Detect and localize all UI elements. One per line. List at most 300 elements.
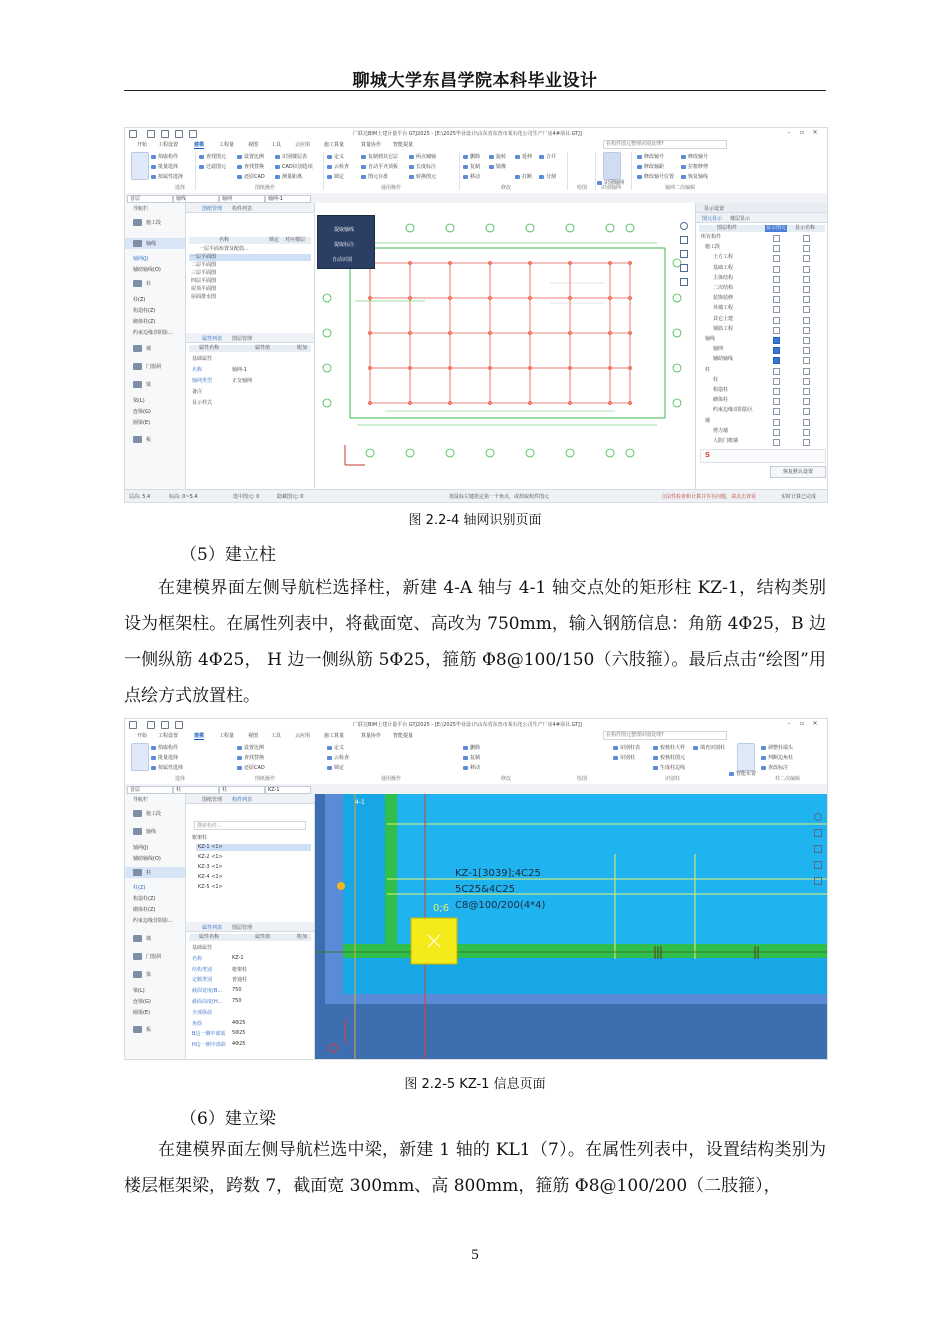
recognize-axis-popup <box>317 215 375 269</box>
prop-axis-type-key: 轴网类型 <box>192 378 213 384</box>
show-name-checkbox[interactable] <box>803 419 810 426</box>
modify-axis-position-button[interactable]: 修改轴号位置 <box>637 173 674 180</box>
prop-value[interactable]: 框架柱 <box>232 966 248 973</box>
status-warning[interactable]: 合法性检查和计算并存在问题，请点击查看 <box>661 494 757 500</box>
nav-wall[interactable]: 墙 <box>133 345 151 352</box>
select-tool-button[interactable] <box>131 152 149 180</box>
show-name-checkbox[interactable] <box>803 327 810 334</box>
show-name-checkbox[interactable] <box>803 408 810 415</box>
display-setting-row[interactable] <box>699 377 825 384</box>
window-title: 广联达BIM土建计量平台 GTJ2025 - [E:\2025毕业设计\山东省东营市某石化公司生产厂房4#项目.GTJ] <box>353 131 582 137</box>
recognize-axis-label: 识别轴网 <box>597 179 624 186</box>
delete-button[interactable]: 删除 <box>463 744 480 751</box>
menu-tools[interactable]: 工具 <box>271 142 282 148</box>
grid-node <box>449 402 452 405</box>
set-scale-button[interactable]: 设置比例 <box>237 744 264 751</box>
undo-icon[interactable] <box>189 130 197 138</box>
recognize-column-table-button[interactable]: 识别柱表 <box>613 744 640 751</box>
restore-default-label: 恢复默认设置 <box>782 469 813 475</box>
component-item[interactable]: KZ-1 <1> <box>196 844 311 851</box>
show-element-checkbox[interactable] <box>773 266 780 273</box>
modify-axis-distance-button[interactable]: 修改轴距 <box>637 163 664 170</box>
section6-text: 在建模界面左侧导航栏选中梁，新建 1 轴的 KL1（7）。在属性列表中，设置结构类别为楼层框架梁，跨数 7，截面宽 300mm、高 800mm，箍筋 Φ8@100/200（二肢箍）， <box>124 1140 826 1196</box>
nav-construction-stage[interactable]: 施工段 <box>133 810 161 817</box>
pan-icon[interactable] <box>814 845 822 853</box>
layer-icon[interactable] <box>680 264 688 272</box>
show-element-checkbox[interactable] <box>773 255 780 262</box>
menu-collab[interactable]: 算量协作 <box>361 733 382 739</box>
pick-component-button[interactable]: 拾取构件 <box>151 153 178 160</box>
fullscreen-icon[interactable] <box>680 278 688 286</box>
find-replace-button[interactable]: 查找替换 <box>237 163 264 170</box>
new-file-icon[interactable] <box>147 721 155 729</box>
zoom-icon[interactable] <box>814 829 822 837</box>
filter-element-button[interactable]: 过滤图元 <box>199 163 226 170</box>
grid-node <box>489 402 492 405</box>
lock-button[interactable]: 锁定 <box>327 173 344 180</box>
component-select[interactable]: KZ-1 <box>265 786 311 794</box>
check-column-detail-button[interactable]: 校核柱大样 <box>653 744 685 751</box>
two-point-axis-button[interactable]: 两点辅轴 <box>409 153 436 160</box>
tab-floor-display[interactable]: 楼层显示 <box>730 216 751 222</box>
tab-component-list[interactable]: 构件列表 <box>232 206 253 212</box>
copy-to-floor-button[interactable]: 复制到其它层 <box>361 153 398 160</box>
show-name-checkbox[interactable] <box>803 337 810 344</box>
show-element-checkbox[interactable] <box>773 286 780 293</box>
adjust-column-end-button[interactable]: 调整柱端头 <box>761 744 793 751</box>
display-setting-row[interactable] <box>699 428 825 435</box>
batch-select-button[interactable]: 批量选择 <box>151 163 178 170</box>
type-select[interactable]: 柱 <box>219 786 265 794</box>
nav-ring-beam[interactable]: 圈梁(E) <box>133 420 151 426</box>
floor-select[interactable]: 首层 <box>127 195 173 203</box>
show-name-checkbox[interactable] <box>803 357 810 364</box>
category-select[interactable]: 轴线 <box>173 195 219 203</box>
display-setting-row[interactable] <box>699 275 825 282</box>
help-search-input[interactable]: 在构件图元整理识别处理? <box>603 140 727 149</box>
show-element-checkbox[interactable] <box>773 296 780 303</box>
nav-wall[interactable]: 墙 <box>133 935 151 942</box>
nav-axis-grid[interactable]: 轴网(J) <box>133 845 149 851</box>
display-setting-row[interactable] <box>699 265 825 272</box>
show-element-checkbox[interactable] <box>773 357 780 364</box>
column-label-line1: KZ-1[3039];4C25 <box>455 868 541 879</box>
prop-key: 定额类别 <box>192 977 213 984</box>
display-setting-row[interactable] <box>699 234 825 241</box>
display-setting-row[interactable] <box>699 285 825 292</box>
display-setting-row[interactable] <box>699 346 825 353</box>
category-select[interactable]: 柱 <box>173 786 219 794</box>
display-setting-row[interactable] <box>699 438 825 445</box>
restore-cad-button[interactable]: 还原CAD <box>237 173 265 180</box>
display-setting-label: 二次结构 <box>713 285 734 291</box>
menu-smart[interactable]: 智能提量 <box>393 733 414 739</box>
recognize-column-button[interactable]: 识别柱 <box>613 754 635 761</box>
extract-label-button[interactable]: 提取标注 <box>334 242 355 248</box>
nav-coupling-beam[interactable]: 连梁(G) <box>133 999 151 1005</box>
display-setting-label: 柱 <box>713 376 719 383</box>
grid-node <box>369 332 372 335</box>
show-name-checkbox[interactable] <box>803 266 810 273</box>
show-element-checkbox[interactable] <box>773 317 780 324</box>
generate-column-edge-button[interactable]: 生成柱边线 <box>653 764 685 771</box>
pan-icon[interactable] <box>680 250 688 258</box>
nav-door-window[interactable]: 门窗洞 <box>133 363 161 370</box>
component-group-frame-column[interactable]: 框架柱 <box>192 835 208 841</box>
tab-element-display[interactable]: 图元显示 <box>702 216 723 222</box>
select-by-attr-button[interactable]: 按属性选择 <box>151 173 183 180</box>
minimize-icon[interactable]: – <box>787 720 791 727</box>
display-setting-row[interactable] <box>699 326 825 333</box>
nav-title: 导航栏 <box>133 206 149 212</box>
section6-paragraph <box>124 1132 826 1204</box>
show-element-checkbox[interactable] <box>773 327 780 334</box>
nav-column-group[interactable]: 柱 <box>133 280 151 287</box>
drawing-row[interactable]: 四层平面图 <box>191 278 217 284</box>
display-setting-row[interactable] <box>699 305 825 312</box>
nav-axis[interactable]: 轴线 <box>133 240 156 247</box>
new-file-icon[interactable] <box>147 130 155 138</box>
open-file-icon[interactable] <box>161 721 169 729</box>
display-setting-label: 轴线 <box>705 336 716 342</box>
ribbon-group-common: 通用操作 <box>381 776 402 782</box>
length-dim-button[interactable]: 长度标注 <box>409 163 436 170</box>
menu-project-settings[interactable]: 工程设置 <box>158 733 179 739</box>
menu-quantity[interactable]: 工程量 <box>219 733 235 739</box>
fill-recognize-column-button[interactable]: 填充识别柱 <box>693 744 725 751</box>
ribbon-separator <box>195 152 196 190</box>
nav-axis[interactable]: 轴线 <box>133 828 156 835</box>
menu-start[interactable]: 开始 <box>137 733 148 739</box>
check-label-button[interactable]: 查改标注 <box>761 764 788 771</box>
col-name: 名称 <box>219 237 230 243</box>
show-element-checkbox[interactable] <box>773 378 780 385</box>
menu-tools[interactable]: 工具 <box>271 733 282 739</box>
tab-drawing-manager[interactable]: 图纸管理 <box>202 797 223 803</box>
drawing-table-header <box>189 237 311 244</box>
mirror-button[interactable]: 镜像 <box>489 163 506 170</box>
display-setting-row[interactable] <box>699 356 825 363</box>
show-name-checkbox[interactable] <box>803 255 810 262</box>
show-name-checkbox[interactable] <box>803 317 810 324</box>
show-name-checkbox[interactable] <box>803 276 810 283</box>
display-setting-label: 装饰装修 <box>713 295 734 302</box>
help-search-input[interactable]: 在构件图元整理识别处理? <box>603 731 727 740</box>
drawing-row[interactable]: 屋顶平面图 <box>191 286 217 292</box>
define-button[interactable]: 定义 <box>327 744 344 751</box>
show-element-checkbox[interactable] <box>773 235 780 242</box>
auto-recognize-button[interactable]: 自动识别 <box>332 257 353 263</box>
nav-axis-grid[interactable]: 轴网(J) <box>133 256 149 262</box>
show-element-checkbox[interactable] <box>773 429 780 436</box>
grid-node <box>569 367 572 370</box>
copy-button[interactable]: 复制 <box>463 754 480 761</box>
show-name-checkbox[interactable] <box>803 368 810 375</box>
judge-edge-column-button[interactable]: 判断边角柱 <box>761 754 793 761</box>
menu-collab[interactable]: 算量协作 <box>361 142 382 148</box>
nav-beam[interactable]: 梁(L) <box>133 398 145 404</box>
menu-project-settings[interactable]: 工程设置 <box>158 142 179 148</box>
pick-component-button[interactable]: 拾取构件 <box>151 744 178 751</box>
nav-aux-axis[interactable]: 辅助轴线(O) <box>133 856 161 862</box>
prop-value[interactable]: KZ-1 <box>232 954 244 961</box>
grid-node <box>369 367 372 370</box>
open-file-icon[interactable] <box>161 130 169 138</box>
show-element-checkbox[interactable] <box>773 398 780 405</box>
show-element-checkbox[interactable] <box>773 276 780 283</box>
ribbon-separator <box>595 152 596 190</box>
nav-edge-constraint[interactable]: 约束边缘非阴影... <box>133 330 173 336</box>
show-name-checkbox[interactable] <box>803 296 810 303</box>
col-lock: 锁定 <box>269 237 280 243</box>
menu-quantity[interactable]: 工程量 <box>219 142 235 148</box>
restore-cad-button[interactable]: 还原CAD <box>237 764 265 771</box>
view-toolbar <box>811 809 825 919</box>
cloud-check-button[interactable]: 云检查 <box>327 754 349 761</box>
col-floor: 对应楼层 <box>285 237 306 243</box>
ribbon-toolbar <box>125 740 827 785</box>
nav-door-window[interactable]: 门窗洞 <box>133 953 161 960</box>
ribbon-group-draw: 绘图 <box>577 776 588 782</box>
rotate-button[interactable]: 旋转 <box>489 153 506 160</box>
component-item[interactable]: KZ-2 <1> <box>198 854 223 860</box>
nav-aux-axis[interactable]: 辅助轴线(O) <box>133 267 161 273</box>
show-element-checkbox[interactable] <box>773 337 780 344</box>
check-column-element-button[interactable]: 校核柱图元 <box>653 754 685 761</box>
convert-element-button[interactable]: 转换图元 <box>409 173 436 180</box>
menu-view[interactable]: 视图 <box>248 733 259 739</box>
restore-icon[interactable]: ▫ <box>799 129 805 136</box>
column-canvas[interactable] <box>315 794 827 1059</box>
ime-logo-icon[interactable]: S <box>705 451 711 459</box>
extend-button[interactable]: 延伸 <box>515 153 532 160</box>
nav-column-group[interactable]: 柱 <box>133 869 151 876</box>
find-element-button[interactable]: 查找图元 <box>199 153 226 160</box>
restore-axis-button[interactable]: 恢复轴线 <box>681 173 708 180</box>
display-setting-label: 砌体柱 <box>713 397 729 404</box>
nav-masonry-column[interactable]: 砌体柱(Z) <box>133 907 156 913</box>
prop-value[interactable]: 4Φ25 <box>232 1041 246 1048</box>
box-trim-button[interactable]: 拉框修剪 <box>681 163 708 170</box>
auto-align-button[interactable]: 自动平齐顶板 <box>361 163 398 170</box>
modify-axis-number-button[interactable]: 修改轴号 <box>637 153 664 160</box>
save-element-button[interactable]: 图元存盘 <box>361 173 388 180</box>
type-select[interactable]: 轴网 <box>219 195 265 203</box>
prop-table-header: 属性名称 属性值 附加 <box>189 345 311 352</box>
menu-construction[interactable]: 施工算量 <box>324 733 345 739</box>
menu-smart[interactable]: 智能提量 <box>393 142 414 148</box>
restore-icon[interactable]: ▫ <box>799 720 805 727</box>
layer-icon[interactable] <box>814 861 822 869</box>
display-setting-row[interactable] <box>699 316 825 323</box>
grid-node <box>609 262 612 265</box>
beam-4-1[interactable] <box>385 794 397 944</box>
menu-cloud[interactable]: 云应用 <box>295 142 311 148</box>
select-by-attr-button[interactable]: 按属性选择 <box>151 764 183 771</box>
measure-distance-button[interactable]: 测量距离 <box>275 173 302 180</box>
tab-property-list[interactable]: 属性列表 <box>202 925 223 931</box>
view-cube-icon[interactable] <box>814 813 822 821</box>
show-element-checkbox[interactable] <box>773 419 780 426</box>
cad-options-button[interactable]: CAD识别选项 <box>275 163 313 170</box>
prop-axis-type-value[interactable]: 正交轴网 <box>232 378 253 384</box>
component-item[interactable]: KZ-5 <1> <box>198 884 223 890</box>
show-name-checkbox[interactable] <box>803 235 810 242</box>
show-name-checkbox[interactable] <box>803 398 810 405</box>
nav-slab[interactable]: 板 <box>133 1026 151 1033</box>
tab-drawing-manager[interactable]: 图纸管理 <box>202 206 223 212</box>
move-button[interactable]: 移动 <box>463 173 480 180</box>
ribbon-group-column-edit: 柱二次编辑 <box>775 776 801 782</box>
grid-node <box>409 297 412 300</box>
display-setting-row[interactable] <box>699 387 825 394</box>
show-element-checkbox[interactable] <box>773 408 780 415</box>
tab-layer-manager[interactable]: 图层管理 <box>232 925 253 931</box>
display-settings-panel <box>695 203 828 490</box>
component-item[interactable]: KZ-3 <1> <box>198 864 223 870</box>
menu-start[interactable]: 开始 <box>137 142 148 148</box>
nav-edge-constraint[interactable]: 约束边缘非阴影... <box>133 918 173 924</box>
menu-modeling[interactable]: 建模 <box>194 142 205 148</box>
nav-masonry-column[interactable]: 砌体柱(Z) <box>133 319 156 325</box>
show-name-checkbox[interactable] <box>803 439 810 446</box>
move-button[interactable]: 移动 <box>463 764 480 771</box>
component-tabs <box>186 794 314 804</box>
menu-cloud[interactable]: 云应用 <box>295 733 311 739</box>
component-select[interactable]: 轴网-1 <box>265 195 311 203</box>
show-name-checkbox[interactable] <box>803 245 810 252</box>
show-name-checkbox[interactable] <box>803 286 810 293</box>
show-element-checkbox[interactable] <box>773 245 780 252</box>
close-icon[interactable]: ✕ <box>812 720 818 727</box>
grid-node <box>529 367 532 370</box>
fullscreen-icon[interactable] <box>814 877 822 885</box>
page-number: 5 <box>471 1247 479 1263</box>
display-setting-label: 人防门框墙 <box>713 438 739 444</box>
display-setting-row[interactable] <box>699 336 825 343</box>
display-setting-row[interactable] <box>699 418 825 425</box>
show-element-checkbox[interactable] <box>773 347 780 354</box>
delete-button[interactable]: 删除 <box>463 153 480 160</box>
prop-value[interactable]: 普通柱 <box>232 977 248 984</box>
prop-name-key: 名称 <box>192 367 203 373</box>
nav-coupling-beam[interactable]: 连梁(G) <box>133 409 151 415</box>
component-item[interactable]: KZ-4 <1> <box>198 874 223 880</box>
display-setting-row[interactable] <box>699 244 825 251</box>
display-setting-row[interactable] <box>699 254 825 261</box>
display-setting-row[interactable] <box>699 397 825 404</box>
restore-default-button[interactable] <box>770 466 826 478</box>
menu-modeling[interactable]: 建模 <box>194 733 205 739</box>
modify-axis-number-2-button[interactable]: 修改轴号 <box>681 153 708 160</box>
show-name-checkbox[interactable] <box>803 429 810 436</box>
copy-button[interactable]: 复制 <box>463 163 480 170</box>
zoom-icon[interactable] <box>680 236 688 244</box>
grid-node <box>629 262 632 265</box>
merge-button[interactable]: 合并 <box>539 153 556 160</box>
save-icon[interactable] <box>175 721 183 729</box>
save-icon[interactable] <box>175 130 183 138</box>
menu-construction[interactable]: 施工算量 <box>324 142 345 148</box>
nav-beam[interactable]: 梁(L) <box>133 988 145 994</box>
break-button[interactable]: 打断 <box>515 173 532 180</box>
show-element-checkbox[interactable] <box>773 306 780 313</box>
tab-property-list[interactable]: 属性列表 <box>202 336 223 342</box>
ime-toolbar <box>700 449 826 463</box>
show-name-checkbox[interactable] <box>803 347 810 354</box>
floor-select[interactable]: 首层 <box>127 786 173 794</box>
nav-construction-stage[interactable]: 施工段 <box>133 219 161 226</box>
find-replace-button[interactable]: 查找替换 <box>237 754 264 761</box>
display-setting-row[interactable] <box>699 407 825 414</box>
figure-kz1-screenshot <box>124 718 828 1060</box>
nav-construct-column[interactable]: 构造柱(Z) <box>133 896 156 902</box>
drawing-row[interactable]: 屋面排水图 <box>191 294 217 300</box>
prop-value[interactable]: 750 <box>232 998 242 1004</box>
nav-beam-group[interactable]: 梁 <box>133 381 151 388</box>
show-name-checkbox[interactable] <box>803 388 810 395</box>
define-button[interactable]: 定义 <box>327 153 344 160</box>
drawing-row[interactable]: 二层平面图 <box>191 262 217 268</box>
nav-ring-beam[interactable]: 圈梁(E) <box>133 1010 151 1016</box>
minimize-icon[interactable]: – <box>787 129 791 136</box>
menu-view[interactable]: 视图 <box>248 142 259 148</box>
grid-node <box>409 367 412 370</box>
set-scale-button[interactable]: 设置比例 <box>237 153 264 160</box>
extract-axis-button[interactable]: 提取轴线 <box>334 227 355 233</box>
select-tool-button[interactable] <box>131 743 149 771</box>
nav-column[interactable]: 柱(Z) <box>133 885 146 891</box>
drawing-row[interactable]: 三层平面图 <box>191 270 217 276</box>
prop-name-value[interactable]: 轴网-1 <box>232 367 247 373</box>
header-rule <box>124 90 826 91</box>
nav-slab[interactable]: 板 <box>133 436 151 443</box>
split-button[interactable]: 分割 <box>539 173 556 180</box>
show-element-checkbox[interactable] <box>773 439 780 446</box>
close-icon[interactable]: ✕ <box>812 129 818 136</box>
component-search-input[interactable] <box>194 821 306 830</box>
display-setting-row[interactable] <box>699 295 825 302</box>
nav-construct-column[interactable]: 构造柱(Z) <box>133 308 156 314</box>
show-name-checkbox[interactable] <box>803 306 810 313</box>
grid-node <box>369 402 372 405</box>
drawing-row[interactable]: 一层平面图 <box>189 254 311 261</box>
nav-column[interactable]: 柱(Z) <box>133 297 146 303</box>
prop-key: 截面宽度(B... <box>192 988 223 995</box>
smart-layout-button[interactable] <box>737 743 755 771</box>
batch-select-button[interactable]: 批量选择 <box>151 754 178 761</box>
cloud-check-button[interactable]: 云检查 <box>327 163 349 170</box>
menu-bar <box>125 730 827 740</box>
recognize-floor-table-button[interactable]: 识别楼层表 <box>275 153 307 160</box>
show-element-checkbox[interactable] <box>773 388 780 395</box>
tab-component-list[interactable]: 构件列表 <box>232 797 253 803</box>
prop-value[interactable]: 4Φ25 <box>232 1019 246 1026</box>
view-cube-icon[interactable] <box>680 222 688 230</box>
display-setting-label: 施工段 <box>705 244 721 251</box>
prop-value[interactable]: 5Φ25 <box>232 1030 246 1037</box>
show-element-checkbox[interactable] <box>773 368 780 375</box>
prop-value[interactable]: 750 <box>232 987 242 994</box>
drawing-row[interactable]: 一层平面布置及配筋... <box>199 246 249 252</box>
app-logo-icon <box>129 130 137 138</box>
recognize-axis-button[interactable] <box>603 152 621 180</box>
lock-button[interactable]: 锁定 <box>327 764 344 771</box>
display-setting-row[interactable] <box>699 367 825 374</box>
tab-layer-manager[interactable]: 图层管理 <box>232 336 253 342</box>
nav-beam-group[interactable]: 梁 <box>133 971 151 978</box>
show-name-checkbox[interactable] <box>803 378 810 385</box>
